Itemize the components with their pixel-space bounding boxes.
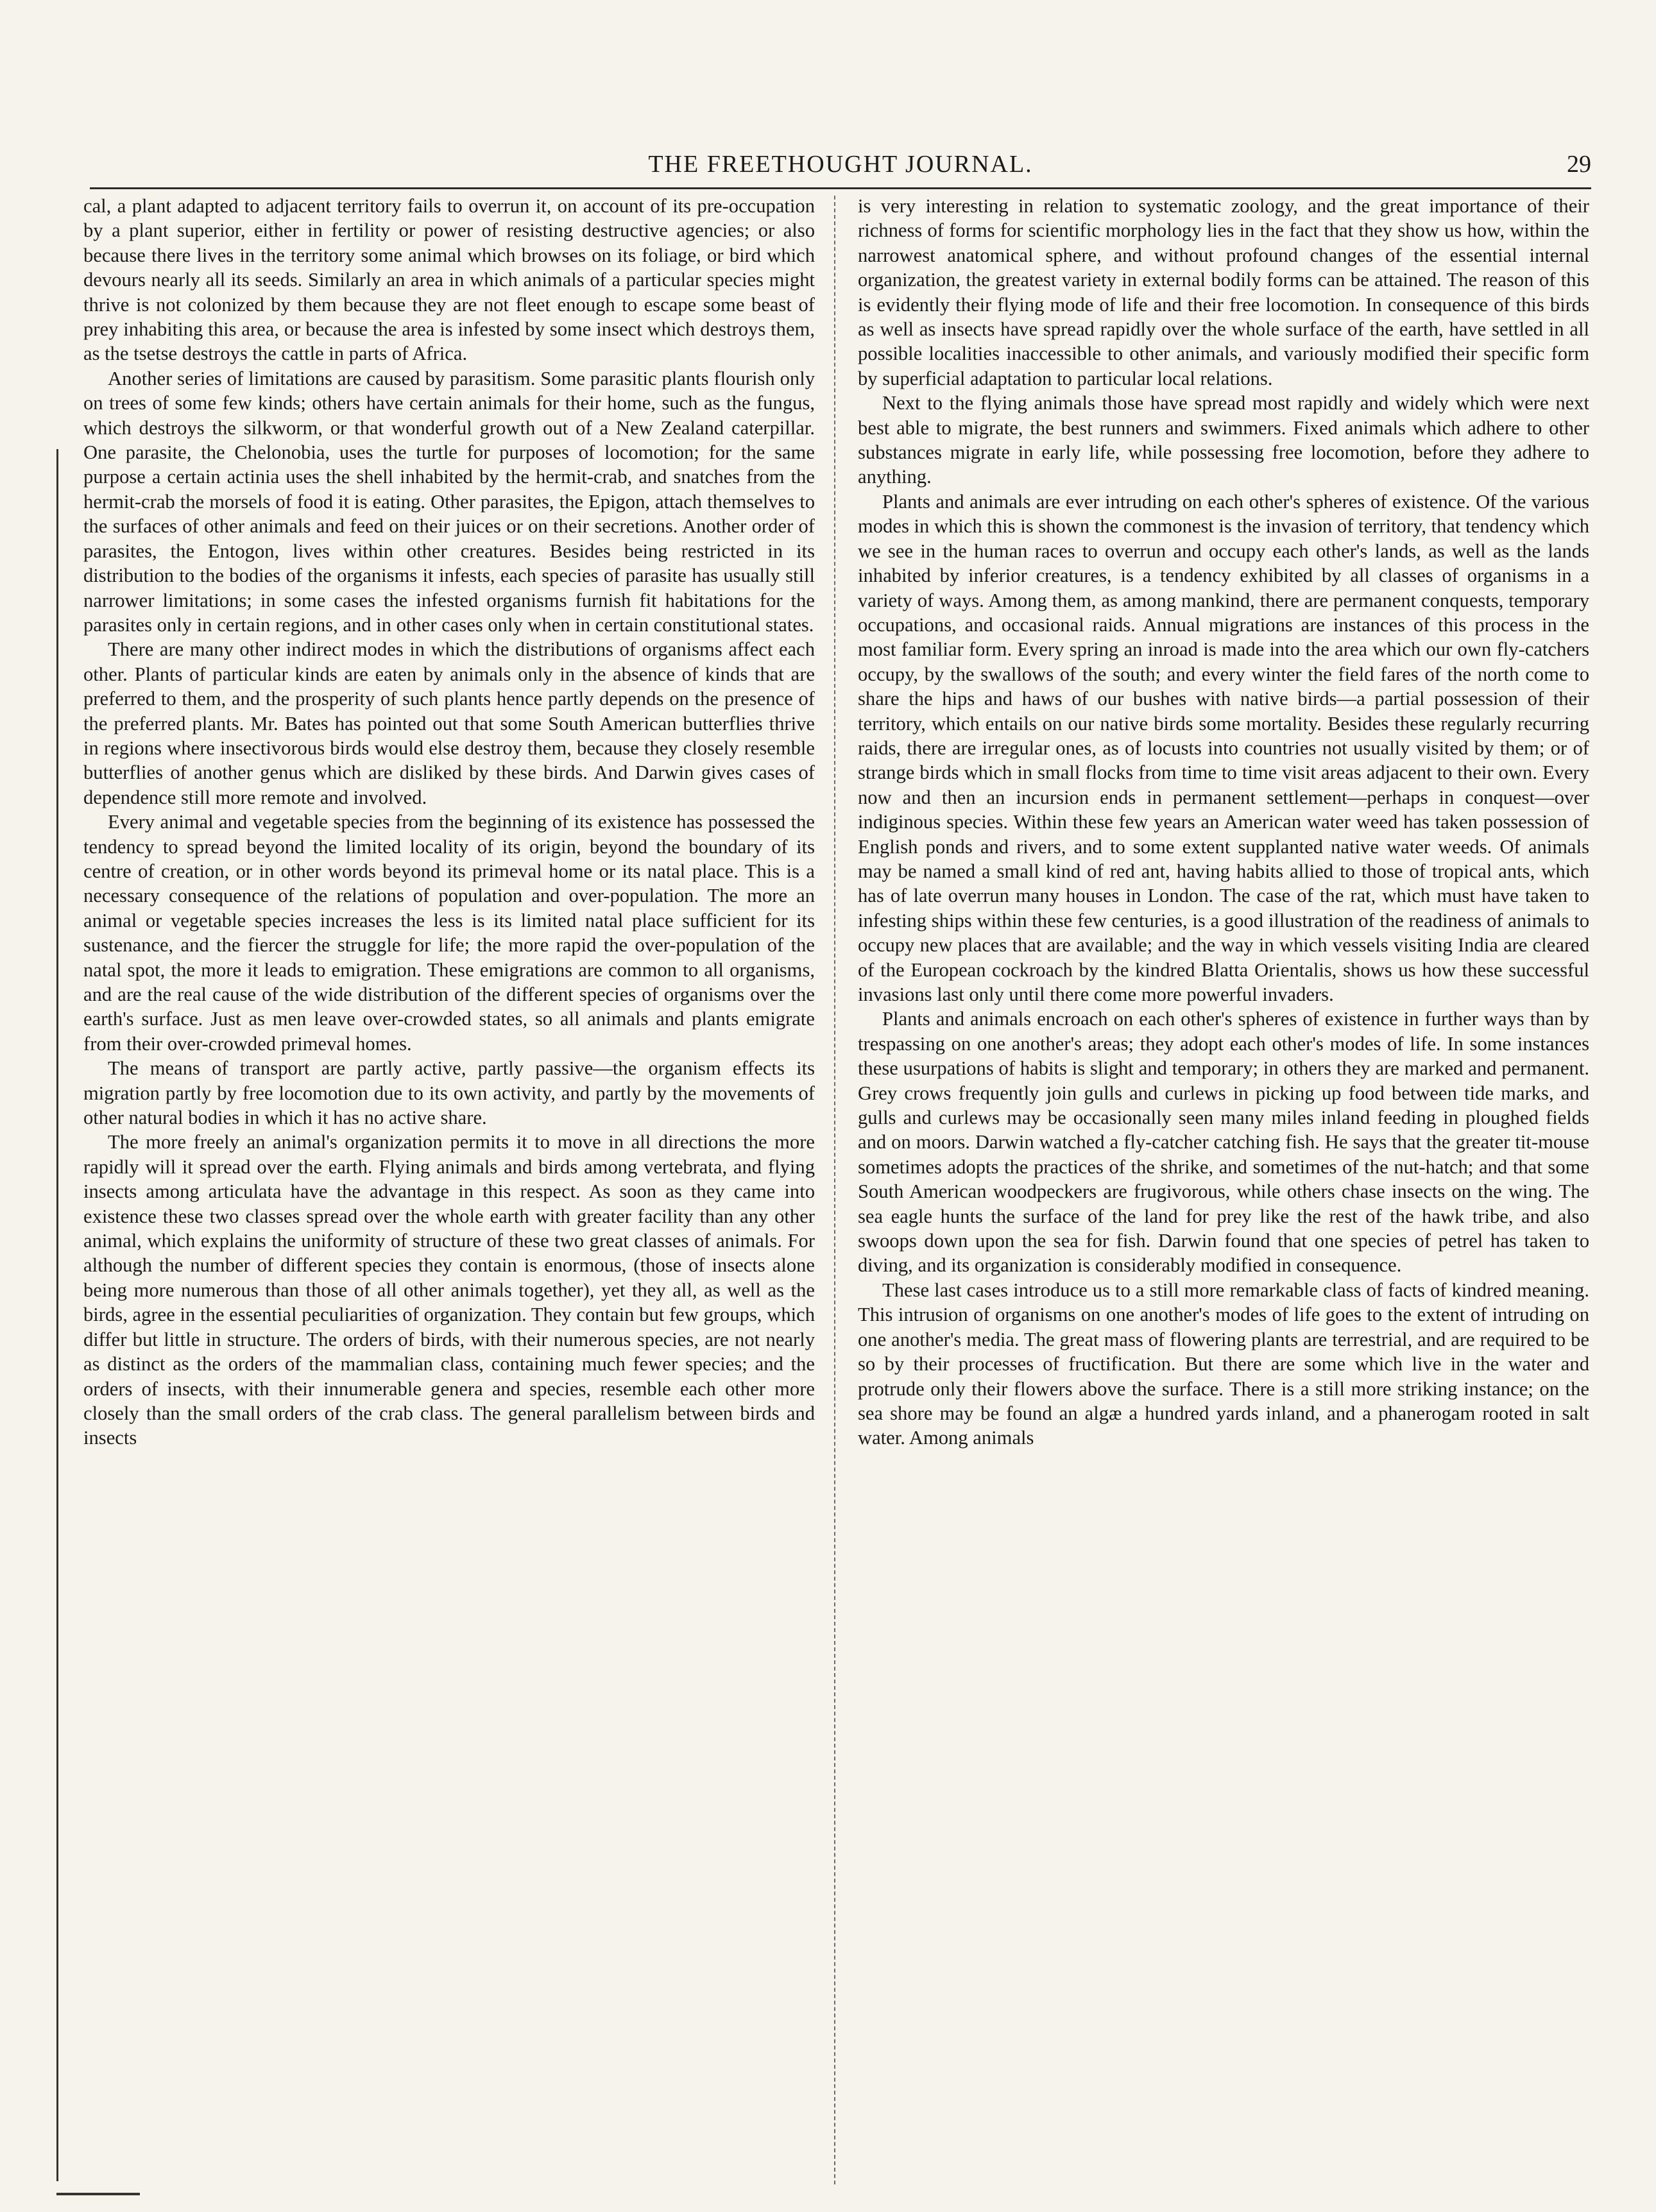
running-head xyxy=(90,146,1591,185)
paragraph: The means of transport are partly active, partly passive—the organism effects its migration partly by free locomotion due to its own activity, and partly by the movements of other natural bodies in which it has no active share. xyxy=(83,1057,815,1129)
page-bottom-rule xyxy=(56,2193,140,2195)
paragraph: These last cases introduce us to a still more remarkable class of facts of kindred meaning. This intrusion of organisms on one another's modes of life goes to the extent of intruding on one another's media. The great mass of flowering plants are terrestrial, and are required to be so by their processes of fructification. But there are some which live in the water and protrude only their flowers above the surface. There is a still more striking instance; on the sea shore may be found an algæ a hundred yards inland, and a phanerogam rooted in salt water. Among animals xyxy=(858,1279,1589,1449)
paragraph: is very interesting in relation to systematic zoology, and the great importance of their richness of forms for scientific morphology lies in the fact that they show us how, within the narrowest anatomical sphere, and without profound changes of the essential internal organization, the greatest variety in external bodily forms can be attained. The reason of this is evidently their flying mode of life and their free locomotion. In consequence of this birds as well as insects have spread rapidly over the whole surface of the earth, have settled in all possible localities inaccessible to other animals, and variously modified their specific form by superficial adaptation to particular local relations. xyxy=(858,195,1589,389)
header-rule xyxy=(90,187,1591,189)
page-edge-rule xyxy=(56,449,58,2181)
paragraph: Every animal and vegetable species from the beginning of its existence has possessed the tendency to spread beyond the limited locality of its origin, beyond the boundary of its centre of creation, or in other words beyond its primeval home or its natal place. This is a necessary consequence of the relations of population and over-population. The more an animal or vegetable species increases the less is its limited natal place sufficient for its sustenance, and the fiercer the struggle for life; the more rapid the over-population of the natal spot, the more it leads to emigration. These emigrations are common to all organisms, and are the real cause of the wide distribution of the different species of organisms over the earth's surface. Just as men leave over-crowded states, so all animals and plants emigrate from their over-crowded primeval homes. xyxy=(83,811,815,1055)
paragraph: Plants and animals encroach on each other's spheres of existence in further ways than by trespassing on one another's areas; they adopt each other's modes of life. In some instances these usurpations of habits is slight and temporary; in others they are marked and permanent. Grey crows frequently join gulls and curlews in picking up food between tide marks, and gulls and curlews may be occasionally seen many miles inland feeding in ploughed fields and on moors. Darwin watched a fly-catcher catching fish. He says that the greater tit-mouse sometimes adopts the practices of the shrike, and sometimes of the nut-hatch; and that some South American woodpeckers are frugivorous, while others chase insects on the wing. The sea eagle hunts the surface of the land for prey like the rest of the hawk tribe, and also swoops down upon the sea for fish. Darwin found that one species of petrel has taken to diving, and its organization is considerably modified in consequence. xyxy=(858,1008,1589,1277)
right-column xyxy=(858,194,1589,1451)
paragraph: The more freely an animal's organization permits it to move in all directions the more rapidly will it spread over the earth. Flying animals and birds among vertebrata, and flying insects among articulata have the advantage in this respect. As soon as they came into existence these two classes spread over the whole earth with greater facility than any other animal, which explains the uniformity of structure of these two great classes of animals. For although the number of different species they contain is enormous, (those of insects alone being more numerous than those of all other animals together), yet they all, as well as the birds, agree in the essential peculiarities of organization. They contain but few groups, which differ but little in structure. The orders of birds, with their numerous species, are not nearly as distinct as the orders of the mammalian class, containing much fewer species; and the orders of insects, with their innumerable genera and species, resemble each other more closely than the small orders of the crab class. The general parallelism between birds and insects xyxy=(83,1131,815,1449)
paragraph: Next to the flying animals those have spread most rapidly and widely which were next best able to migrate, the best runners and swimmers. Fixed animals which adhere to other substances migrate in early life, while possessing free locomotion, before they adhere to anything. xyxy=(858,392,1589,488)
page-number: 29 xyxy=(1567,151,1591,178)
column-divider xyxy=(834,196,835,2184)
paragraph: There are many other indirect modes in which the distributions of organisms affect each other. Plants of particular kinds are eaten by animals only in the absence of kinds that are preferred to them, and the prosperity of such plants hence partly depends on the presence of the preferred plants. Mr. Bates has pointed out that some South American butterflies thrive in regions where insectivorous birds would else destroy them, because they closely resemble butterflies of another genus which are disliked by these birds. And Darwin gives cases of dependence still more remote and involved. xyxy=(83,638,815,808)
paragraph: Another series of limitations are caused by parasitism. Some parasitic plants flourish only on trees of some few kinds; others have certain animals for their home, such as the fungus, which destroys the silkworm, or that wonderful growth out of a New Zealand caterpillar. One parasite, the Chelonobia, uses the turtle for purposes of locomotion; for the same purpose a certain actinia uses the shell inhabited by the hermit-crab, and snatches from the hermit-crab the morsels of food it is eating. Other parasites, the Epigon, attach themselves to the surfaces of other animals and feed on their juices or on their secretions. Another order of parasites, the Entogon, lives within other creatures. Besides being restricted in its distribution to the bodies of the organisms it infests, each species of parasite has usually still narrower limitations; in some cases the infested organisms furnish fit habitations for the parasites only in certain regions, and in other cases only when in certain constitutional states. xyxy=(83,367,815,636)
paragraph: Plants and animals are ever intruding on each other's spheres of existence. Of the various modes in which this is shown the commonest is the invasion of territory, that tendency which we see in the human races to overrun and occupy each other's lands, as well as the lands inhabited by inferior creatures, is a tendency exhibited by all classes of organisms in a variety of ways. Among them, as among mankind, there are permanent conquests, temporary occupations, and occasional raids. Annual migrations are instances of this process in the most familiar form. Every spring an inroad is made into the area which our own fly-catchers occupy, by the swallows of the south; and every winter the field fares of the north come to share the hips and haws of our bushes with native birds—a partial possession of their territory, which entails on our native birds some mortality. Besides these regularly recurring raids, there are irregular ones, as of locusts into countries not usually visited by them; or of strange birds which in small flocks from time to time visit areas adjacent to their own. Every now and then an incursion ends in permanent settlement—perhaps in conquest—over indiginous species. Within these few years an American water weed has taken possession of English ponds and rivers, and to some extent supplanted native water weeds. Of animals may be named a small kind of red ant, having habits allied to those of tropical ants, which has of late overrun many houses in London. The case of the rat, which must have taken to infesting ships within these few centuries, is a good illustration of the readiness of animals to occupy new places that are available; and the way in which vessels visiting India are cleared of the European cockroach by the kindred Blatta Orientalis, shows us how these successful invasions last only until there come more powerful invaders. xyxy=(858,490,1589,1005)
paragraph: cal, a plant adapted to adjacent territory fails to overrun it, on account of its pre-occupation by a plant superior, either in fertility or power of resisting destructive agencies; or also because there lives in the territory some animal which browses on its foliage, or bird which devours nearly all its seeds. Similarly an area in which animals of a particular species might thrive is not colonized by them because they are not fleet enough to escape some beast of prey inhabiting this area, or because the area is infested by some insect which destroys them, as the tsetse destroys the cattle in parts of Africa. xyxy=(83,195,815,365)
journal-title: THE FREETHOUGHT JOURNAL. xyxy=(648,151,1033,178)
left-column xyxy=(83,194,815,1451)
